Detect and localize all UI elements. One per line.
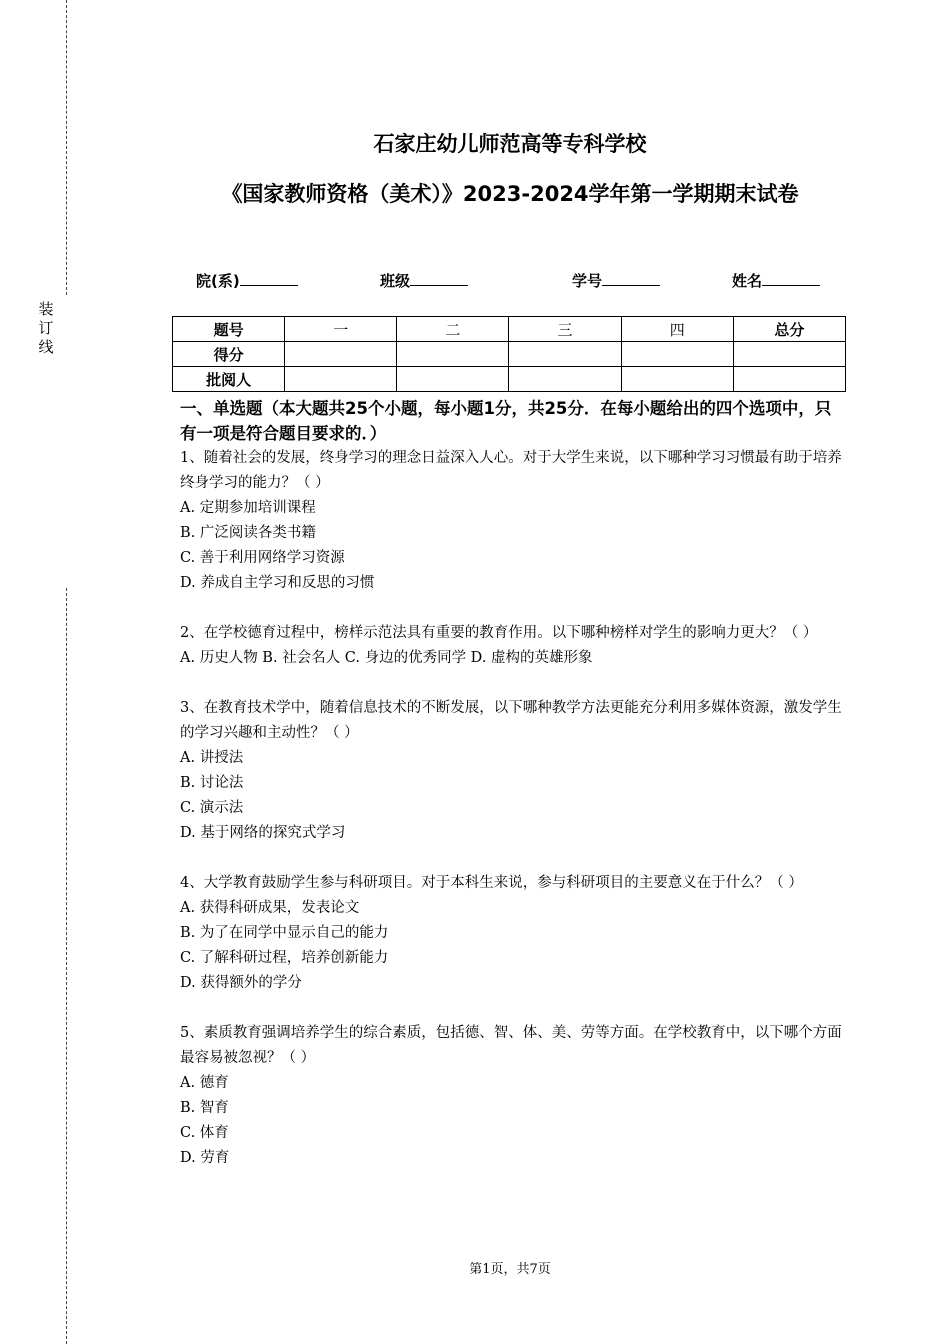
question-option: B. 讨论法	[180, 775, 244, 791]
reviewer-cell[interactable]	[733, 367, 845, 392]
student-id-label: 学号	[572, 272, 603, 290]
question-stem: 4、大学教育鼓励学生参与科研项目。对于本科生来说，参与科研项目的主要意义在于什么？（ ）	[180, 875, 803, 891]
score-cell[interactable]	[509, 342, 621, 367]
question-option: A. 历史人物 B. 社会名人 C. 身边的优秀同学 D. 虚构的英雄形象	[180, 650, 593, 666]
question-option: C. 善于利用网络学习资源	[180, 550, 345, 566]
exam-title: 《国家教师资格（美术）》2023-2024学年第一学期期末试卷	[221, 182, 799, 206]
question-option: C. 了解科研过程，培养创新能力	[180, 950, 389, 966]
binding-label: 装订线	[38, 300, 54, 356]
score-header-cell: 二	[397, 317, 509, 342]
reviewer-cell[interactable]	[621, 367, 733, 392]
score-header-cell: 三	[509, 317, 621, 342]
reviewer-cell[interactable]	[285, 367, 397, 392]
name-label: 姓名	[732, 272, 763, 290]
score-header-cell: 四	[621, 317, 733, 342]
score-cell[interactable]	[621, 342, 733, 367]
question-stem: 3、在教育技术学中，随着信息技术的不断发展，以下哪种教学方法更能充分利用多媒体资源，激发学生的学习兴趣和主动性？（ ）	[180, 700, 842, 741]
question-option: A. 讲授法	[180, 750, 244, 766]
question-option: B. 广泛阅读各类书籍	[180, 525, 316, 541]
score-cell[interactable]	[397, 342, 509, 367]
question-option: B. 为了在同学中显示自己的能力	[180, 925, 389, 941]
question-stem: 2、在学校德育过程中，榜样示范法具有重要的教育作用。以下哪种榜样对学生的影响力更大？（ ）	[180, 625, 818, 641]
department-label: 院(系)	[196, 272, 240, 290]
question-option: A. 德育	[180, 1075, 229, 1091]
question-option: C. 演示法	[180, 800, 244, 816]
question-option: D. 获得额外的学分	[180, 975, 302, 991]
question-option: A. 获得科研成果，发表论文	[180, 900, 360, 916]
name-field	[732, 270, 820, 291]
score-cell[interactable]	[285, 342, 397, 367]
reviewer-row	[173, 367, 846, 392]
question-option: D. 养成自主学习和反思的习惯	[180, 575, 375, 591]
score-header-cell: 一	[285, 317, 397, 342]
class-label: 班级	[380, 272, 411, 290]
score-header-cell: 总分	[733, 317, 845, 342]
reviewer-row-label: 批阅人	[173, 367, 285, 392]
score-table-header-row	[173, 317, 846, 342]
score-row	[173, 342, 846, 367]
score-row-label: 得分	[173, 342, 285, 367]
class-field	[380, 270, 468, 291]
section-title: 一、单选题（本大题共25个小题，每小题1分，共25分．在每小题给出的四个选项中，只有一项是符合题目要求的．）	[180, 399, 832, 443]
department-field	[196, 270, 298, 291]
reviewer-cell[interactable]	[397, 367, 509, 392]
question-option: D. 劳育	[180, 1150, 230, 1166]
name-blank[interactable]	[762, 271, 820, 286]
department-blank[interactable]	[240, 271, 298, 286]
question-option: D. 基于网络的探究式学习	[180, 825, 346, 841]
student-id-blank[interactable]	[602, 271, 660, 286]
exam-content	[180, 396, 846, 1171]
score-cell[interactable]	[733, 342, 845, 367]
reviewer-cell[interactable]	[509, 367, 621, 392]
class-blank[interactable]	[410, 271, 468, 286]
page-footer: 第1页，共7页	[469, 1262, 551, 1277]
school-title: 石家庄幼儿师范高等专科学校	[373, 132, 647, 156]
question-option: C. 体育	[180, 1125, 229, 1141]
question-option: B. 智育	[180, 1100, 229, 1116]
binding-line-bottom	[66, 588, 67, 1344]
score-table	[172, 316, 846, 392]
score-header-cell: 题号	[173, 317, 285, 342]
question-stem: 5、素质教育强调培养学生的综合素质，包括德、智、体、美、劳等方面。在学校教育中，以下哪个方面最容易被忽视？（ ）	[180, 1025, 842, 1066]
student-id-field	[572, 270, 660, 291]
question-option: A. 定期参加培训课程	[180, 500, 316, 516]
question-stem: 1、随着社会的发展，终身学习的理念日益深入人心。对于大学生来说，以下哪种学习习惯最有助于培养终身学习的能力？（ ）	[180, 450, 842, 491]
